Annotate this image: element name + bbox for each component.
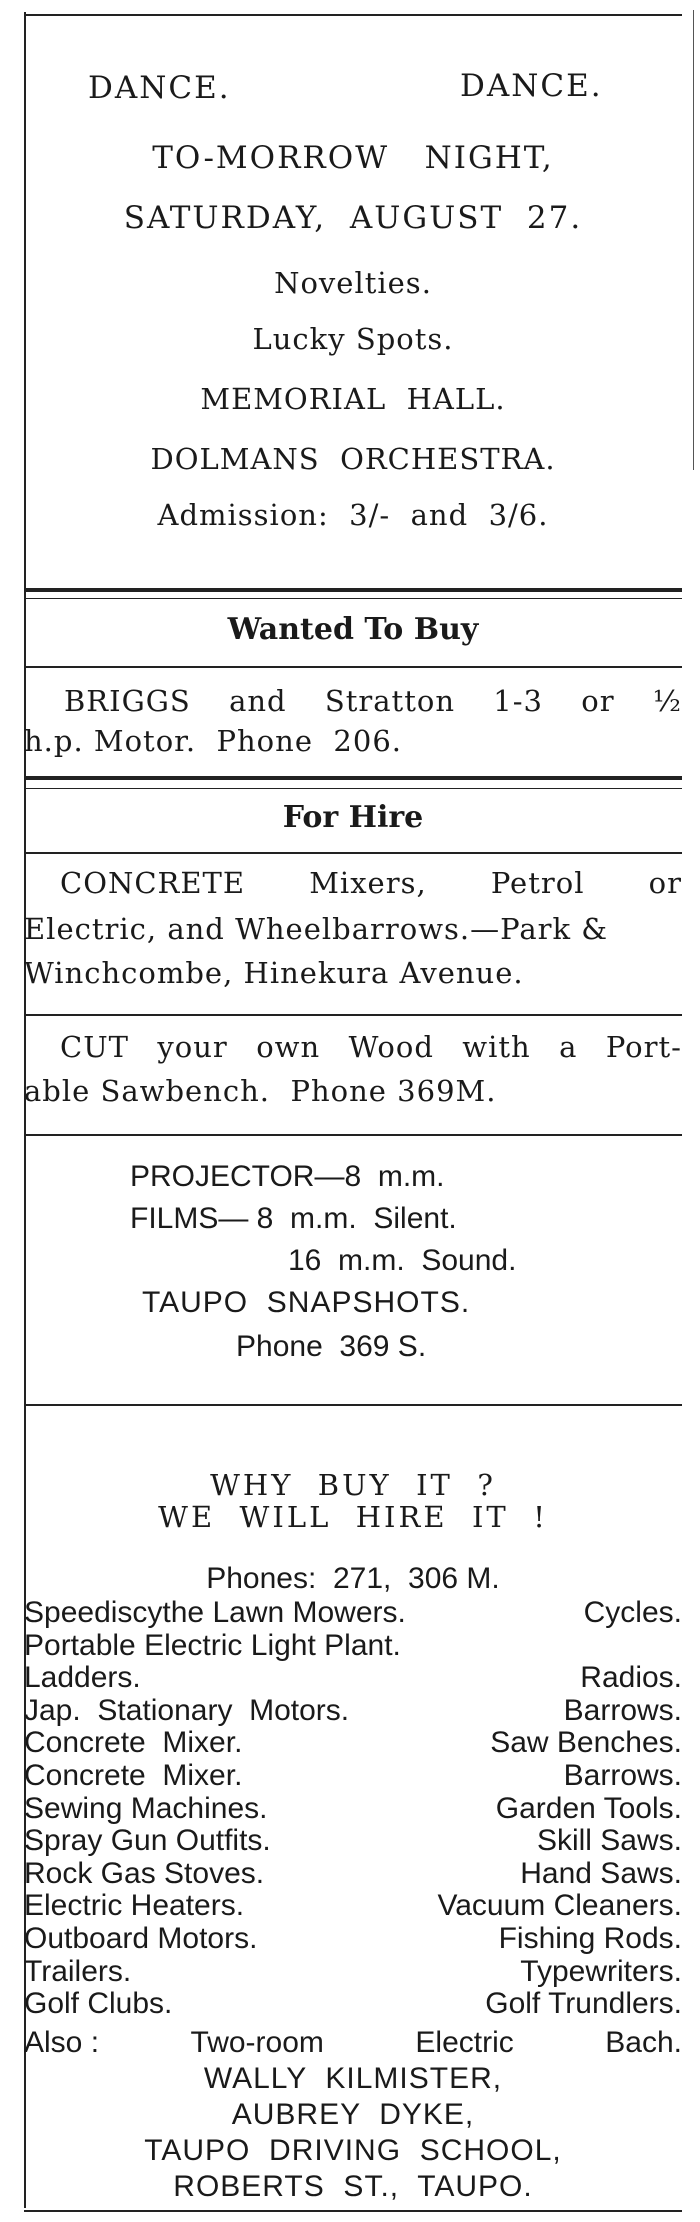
hire-list-row	[24, 1922, 682, 1956]
cut-word: Wood	[348, 1030, 434, 1064]
hire-list-row	[24, 1889, 682, 1923]
hire-item-right: Skill Saws.	[536, 1824, 682, 1858]
hire-item-left: Ladders.	[24, 1661, 141, 1695]
cut-word: own	[256, 1030, 321, 1064]
concrete-word: CONCRETE	[60, 866, 246, 900]
hire-list-row	[24, 1824, 682, 1858]
hire-item-right: Hand Saws.	[520, 1856, 682, 1890]
concrete-line3: Winchcombe, Hinekura Avenue.	[24, 956, 524, 990]
section-rule	[24, 588, 682, 592]
hire-list-row	[24, 1596, 682, 1630]
also-word: Bach.	[605, 2026, 682, 2059]
hire-list-row	[24, 1629, 682, 1663]
also-line	[24, 2026, 682, 2060]
dance-night: TO-MORROW NIGHT,	[152, 140, 554, 176]
projector-phone: Phone 369 S.	[236, 1330, 427, 1363]
whybuy-line2: WE WILL HIRE IT !	[158, 1500, 548, 1534]
hire-item-left: Sewing Machines.	[24, 1791, 268, 1825]
hire-list-row	[24, 1857, 682, 1891]
concrete-word: Petrol	[490, 866, 585, 900]
hire-item-left: Portable Electric Light Plant.	[24, 1628, 401, 1662]
section-rule	[24, 788, 682, 789]
section-rule	[24, 598, 682, 599]
hire-item-right: Barrows.	[563, 1693, 682, 1727]
whybuy-phones: Phones: 271, 306 M.	[206, 1562, 500, 1595]
wanted-line1	[24, 684, 682, 718]
wanted-word: BRIGGS	[64, 684, 191, 718]
hire-list-row	[24, 1759, 682, 1793]
hire-list-row	[24, 1694, 682, 1728]
wanted-word: and	[229, 684, 287, 718]
hire-item-left: Jap. Stationary Motors.	[24, 1693, 350, 1727]
hire-list-row	[24, 1661, 682, 1695]
hire-item-right: Fishing Rods.	[498, 1922, 682, 1955]
wanted-line2: h.p. Motor. Phone 206.	[24, 724, 402, 758]
hire-item-left: Electric Heaters.	[24, 1889, 245, 1923]
hire-item-left: Concrete Mixer.	[24, 1726, 243, 1760]
wanted-word: ½	[652, 684, 682, 718]
films-line: FILMS— 8 m.m. Silent.	[130, 1202, 457, 1235]
dance-admission: Admission: 3/- and 3/6.	[157, 498, 549, 532]
hire-item-right: Barrows.	[563, 1759, 682, 1792]
wanted-word: 1-3	[493, 684, 543, 718]
top-rule	[24, 14, 682, 16]
dance-venue: MEMORIAL HALL.	[200, 382, 506, 416]
hire-list-row	[24, 1792, 682, 1826]
heading-rule	[24, 666, 682, 668]
cut-line2: able Sawbench. Phone 369M.	[24, 1074, 497, 1108]
signature-name-1: WALLY KILMISTER,	[203, 2062, 503, 2095]
wanted-word: or	[581, 684, 615, 718]
section-rule	[24, 776, 682, 780]
snapshots-line: TAUPO SNAPSHOTS.	[142, 1286, 471, 1319]
hire-item-left: Concrete Mixer.	[24, 1759, 243, 1792]
signature-name-2: AUBREY DYKE,	[231, 2098, 475, 2131]
hire-item-left: Speediscythe Lawn Mowers.	[24, 1596, 406, 1629]
hire-heading: For Hire	[282, 800, 424, 835]
signature-business: TAUPO DRIVING SCHOOL,	[144, 2134, 562, 2167]
concrete-line1	[24, 866, 682, 900]
also-word: Two-room	[190, 2026, 324, 2059]
cut-line1	[24, 1030, 682, 1064]
signature-address: ROBERTS ST., TAUPO.	[173, 2170, 533, 2203]
hire-item-right: Saw Benches.	[490, 1726, 682, 1760]
hire-item-left: Rock Gas Stoves.	[24, 1856, 265, 1890]
hire-item-right: Cycles.	[583, 1596, 682, 1629]
item-rule	[24, 1134, 682, 1136]
projector-line: PROJECTOR—8 m.m.	[130, 1160, 445, 1193]
hire-item-right: Vacuum Cleaners.	[437, 1889, 682, 1923]
dance-orchestra: DOLMANS ORCHESTRA.	[150, 442, 556, 476]
heading-rule	[24, 852, 682, 854]
dance-lucky-spots: Lucky Spots.	[252, 322, 454, 356]
hire-item-right: Typewriters.	[520, 1954, 682, 1988]
hire-item-left: Outboard Motors.	[24, 1922, 258, 1955]
hire-item-left: Spray Gun Outfits.	[24, 1824, 271, 1858]
hire-item-right: Radios.	[580, 1661, 682, 1695]
hire-list-row	[24, 1955, 682, 1989]
item-rule	[24, 1014, 682, 1016]
concrete-word: or	[648, 866, 682, 900]
hire-list-row	[24, 1987, 682, 2021]
hire-item-left: Golf Clubs.	[24, 1987, 173, 2021]
cut-word: a	[559, 1030, 578, 1064]
wanted-word: Stratton	[324, 684, 455, 718]
item-rule	[24, 1404, 682, 1406]
also-word: Also :	[24, 2026, 100, 2059]
cut-word: with	[462, 1030, 531, 1064]
dance-left: DANCE.	[88, 70, 231, 106]
dance-date: SATURDAY, AUGUST 27.	[123, 200, 583, 236]
concrete-line2: Electric, and Wheelbarrows.—Park &	[24, 912, 609, 946]
bottom-rule	[24, 2210, 682, 2212]
cut-word: CUT	[60, 1030, 129, 1064]
hire-list-row	[24, 1726, 682, 1760]
hire-item-right: Garden Tools.	[495, 1791, 682, 1825]
also-word: Electric	[415, 2026, 514, 2059]
dance-right: DANCE.	[460, 68, 603, 104]
cut-word: Port-	[605, 1030, 682, 1064]
hire-item-right: Golf Trundlers.	[485, 1987, 682, 2021]
sound-line: 16 m.m. Sound.	[288, 1244, 517, 1277]
dance-novelties: Novelties.	[274, 266, 432, 300]
wanted-heading: Wanted To Buy	[227, 612, 479, 647]
whybuy-line1: WHY BUY IT ?	[210, 1468, 496, 1502]
concrete-word: Mixers,	[309, 866, 427, 900]
hire-item-left: Trailers.	[24, 1954, 132, 1988]
right-column-rule	[693, 10, 694, 470]
cut-word: your	[157, 1030, 228, 1064]
